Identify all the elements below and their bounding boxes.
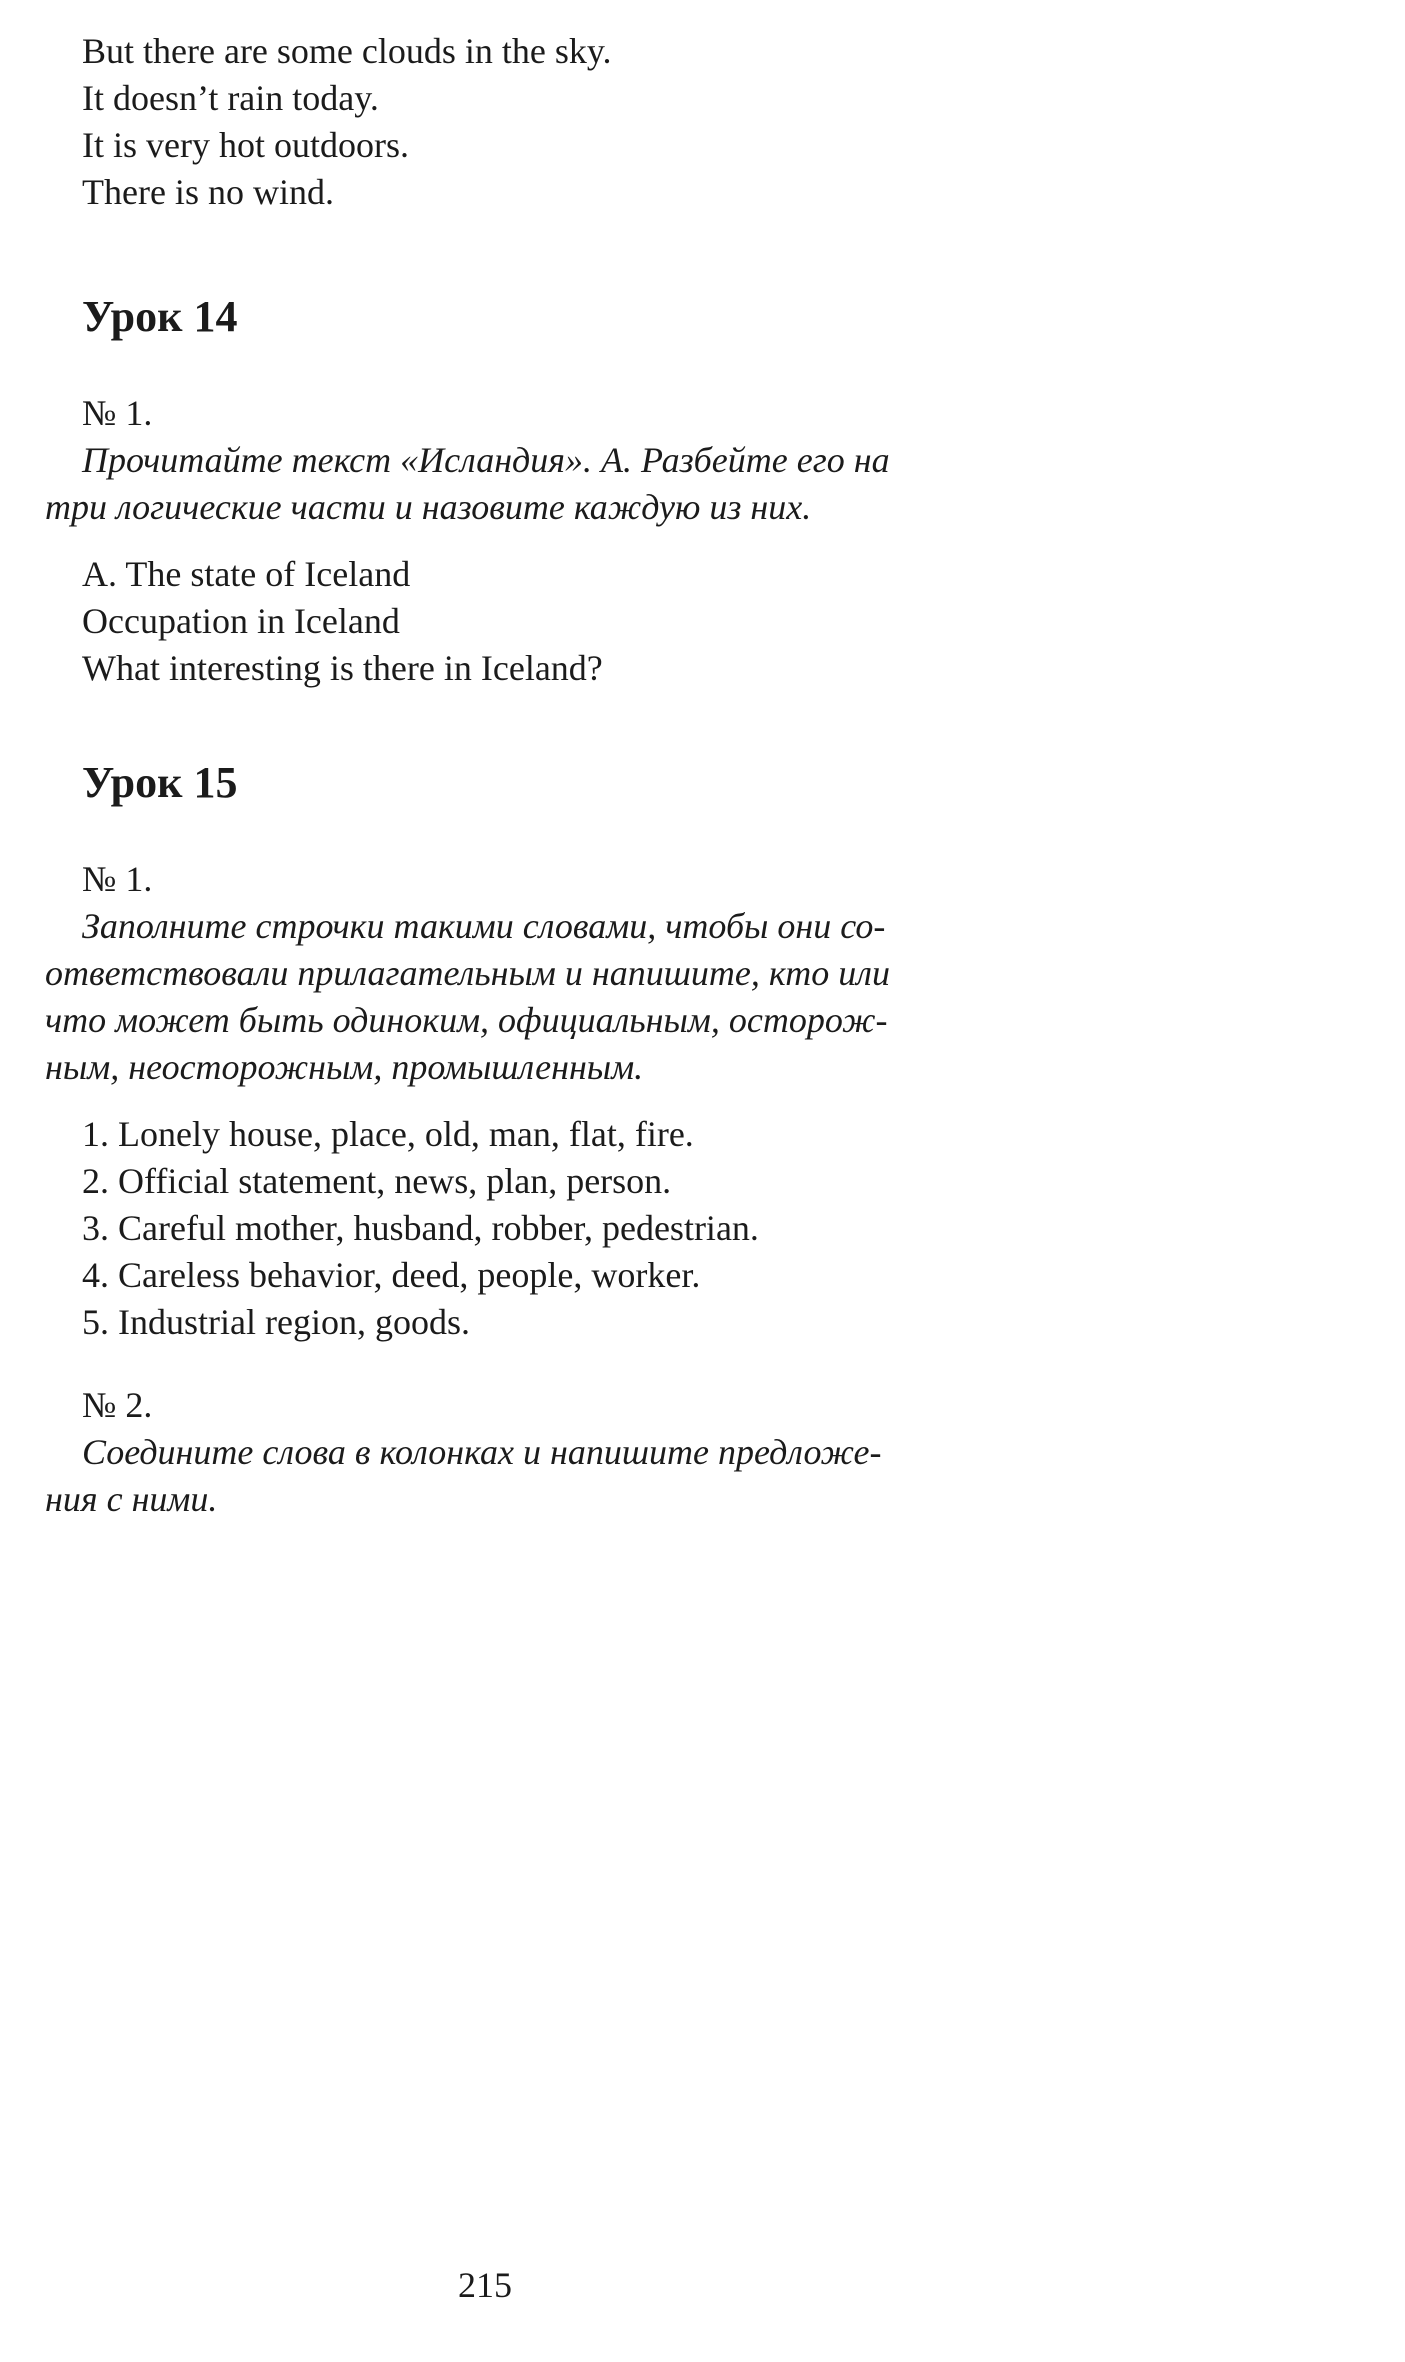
page-content xyxy=(45,28,925,1523)
instruction-line: ответствовали прилагательным и напишите, кто или xyxy=(45,953,890,993)
lesson15-task2-number: № 2. xyxy=(82,1385,153,1425)
answer-line: Occupation in Iceland xyxy=(82,601,400,641)
answer-line: 1. Lonely house, place, old, man, flat, fire. xyxy=(82,1114,694,1154)
lesson14-task1-number: № 1. xyxy=(82,393,153,433)
lesson15-heading: Урок 15 xyxy=(82,758,238,807)
lesson15-task2-instruction xyxy=(45,1429,925,1523)
sentence-line: But there are some clouds in the sky. xyxy=(82,31,612,71)
lesson15-task1-number: № 1. xyxy=(82,859,153,899)
instruction-line: Заполните строчки такими словами, чтобы они со- xyxy=(82,906,886,946)
sentence-line: It is very hot outdoors. xyxy=(82,125,409,165)
answer-line: 4. Careless behavior, deed, people, worker. xyxy=(82,1255,701,1295)
sentence-line: It doesn’t rain today. xyxy=(82,78,379,118)
instruction-line: что может быть одиноким, официальным, осторож- xyxy=(45,1000,888,1040)
instruction-line: Соедините слова в колонках и напишите предложе- xyxy=(82,1432,882,1472)
page-number: 215 xyxy=(458,2265,512,2305)
instruction-line: три логические части и назовите каждую из них. xyxy=(45,487,812,527)
instruction-line: ным, неосторожным, промышленным. xyxy=(45,1047,644,1087)
lesson15-task1-instruction xyxy=(45,903,925,1091)
weather-sentences xyxy=(45,28,925,216)
answer-line: What interesting is there in Iceland? xyxy=(82,648,603,688)
answer-line: 2. Official statement, news, plan, person. xyxy=(82,1161,672,1201)
lesson14-task1-answers xyxy=(45,551,925,692)
instruction-line: ния с ними. xyxy=(45,1479,218,1519)
lesson14-heading: Урок 14 xyxy=(82,292,238,341)
answer-line: 3. Careful mother, husband, robber, pedestrian. xyxy=(82,1208,759,1248)
answer-line: 5. Industrial region, goods. xyxy=(82,1302,470,1342)
sentence-line: There is no wind. xyxy=(82,172,334,212)
lesson15-task1-answers xyxy=(45,1111,925,1346)
answer-line: A. The state of Iceland xyxy=(82,554,411,594)
lesson14-task1-instruction xyxy=(45,437,925,531)
instruction-line: Прочитайте текст «Исландия». А. Разбейте его на xyxy=(82,440,890,480)
